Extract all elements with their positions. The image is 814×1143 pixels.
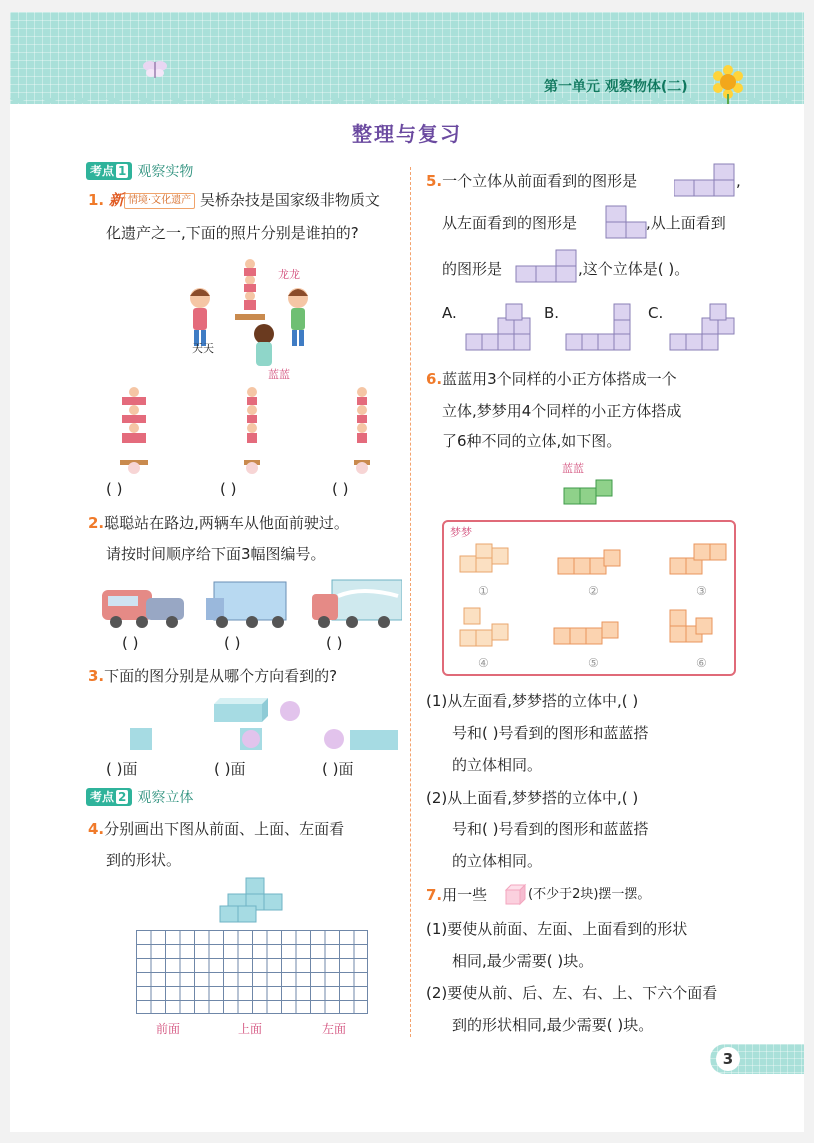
butterfly-icon <box>142 58 168 80</box>
q7-line1b: (不少于2块)摆一摆。 <box>528 887 651 902</box>
mengmeng-figure-3 <box>666 538 730 582</box>
drawing-grid[interactable] <box>136 930 368 1014</box>
q3-line1: 3.下面的图分别是从哪个方向看到的? <box>88 667 338 685</box>
q3-answer-blank-3[interactable]: ( )面 <box>322 760 354 778</box>
mengmeng-label: 梦梦 <box>450 526 472 539</box>
photo-2-side-view <box>230 384 274 474</box>
sunflower-icon <box>710 64 746 104</box>
circled-num-1: ① <box>478 584 489 598</box>
q3-answer-blank-2[interactable]: ( )面 <box>214 760 246 778</box>
kaodian-2-badge: 考点 2 观察立体 <box>86 788 193 806</box>
page-title: 整理与复习 <box>352 122 462 146</box>
grid-label-left: 左面 <box>322 1022 347 1036</box>
q5-line3b: ,这个立体是( )。 <box>578 260 690 278</box>
q5-option-b-solid <box>562 302 636 354</box>
q2-answer-blank-1[interactable]: ( ) <box>122 634 139 652</box>
q5-line2b: ,从上面看到 <box>646 214 726 232</box>
q2-answer-blank-3[interactable]: ( ) <box>326 634 343 652</box>
q5-top-view-shape <box>514 248 578 284</box>
circled-num-3: ③ <box>696 584 707 598</box>
q6-sub1-line3: 的立体相同。 <box>452 756 543 774</box>
q1-line2: 化遗产之一,下面的照片分别是谁拍的? <box>106 224 359 242</box>
new-tag: 新 <box>108 191 124 209</box>
circled-num-2: ② <box>588 584 599 598</box>
q6-line3: 了6种不同的立体,如下图。 <box>442 432 622 450</box>
q6-sub1-line1: (1)从左面看,梦梦搭的立体中,( ) <box>426 692 639 710</box>
name-lanlan: 蓝蓝 <box>268 368 290 381</box>
workbook-page <box>10 12 804 1132</box>
q7-line1: 7.用一些 <box>426 886 488 904</box>
photo-3-side-view <box>340 384 384 474</box>
q5-option-a-solid <box>462 302 536 354</box>
q5-option-c[interactable]: C. <box>648 304 664 322</box>
header-wave-decoration <box>10 98 804 108</box>
q1-answer-blank-3[interactable]: ( ) <box>332 480 349 498</box>
mengmeng-figure-4 <box>456 604 520 654</box>
q6-sub2-line1: (2)从上面看,梦梦搭的立体中,( ) <box>426 789 639 807</box>
kaodian-2-title: 观察立体 <box>137 790 194 806</box>
q5-line1: 5.一个立体从前面看到的图形是 <box>426 172 638 190</box>
cuboid-and-ball-illustration <box>210 696 310 724</box>
q6-line1: 6.蓝蓝用3个同样的小正方体搭成一个 <box>426 370 677 388</box>
cube-stack-illustration <box>216 874 296 926</box>
unit-title: 第一单元 观察物体(二) <box>544 79 688 95</box>
q7-sub1-line1: (1)要使从前面、左面、上面看到的形状 <box>426 920 688 938</box>
kaodian-1-title: 观察实物 <box>137 164 194 180</box>
q7-sub1-line2: 相同,最少需要( )块。 <box>452 952 594 970</box>
q5-option-b[interactable]: B. <box>544 304 560 322</box>
context-tag: 情境·文化遗产 <box>124 193 195 209</box>
q4-line1: 4.分别画出下图从前面、上面、左面看 <box>88 820 345 838</box>
q3-answer-blank-1[interactable]: ( )面 <box>106 760 138 778</box>
q7-sub2-line2: 到的形状相同,最少需要( )块。 <box>452 1016 654 1034</box>
view-shape-3-circle-rect <box>324 728 400 752</box>
q5-front-view-shape <box>674 162 736 198</box>
q4-line2: 到的形状。 <box>106 851 182 869</box>
q5-left-view-shape <box>604 204 648 240</box>
q6-line2: 立体,梦梦用4个同样的小正方体搭成 <box>442 402 682 420</box>
view-shape-1-square <box>130 728 154 752</box>
vehicle-photo-2 <box>206 582 286 628</box>
view-shape-2-square-circle <box>240 728 264 752</box>
lanlan-label: 蓝蓝 <box>562 462 584 475</box>
lanlan-green-cubes <box>560 474 620 510</box>
circled-num-5: ⑤ <box>588 656 599 670</box>
vehicle-photo-3 <box>312 580 402 628</box>
page-number: 3 <box>716 1047 740 1071</box>
q5-line2a: 从左面看到的图形是 <box>442 214 578 232</box>
grid-label-top: 上面 <box>238 1022 263 1036</box>
q6-sub1-line2: 号和( )号看到的图形和蓝蓝搭 <box>452 724 649 742</box>
mengmeng-figure-6 <box>666 606 726 654</box>
q5-option-c-solid <box>666 302 740 354</box>
q5-line3a: 的图形是 <box>442 260 503 278</box>
vehicle-photo-1 <box>102 590 184 628</box>
grid-label-front: 前面 <box>156 1022 181 1036</box>
photo-1-front-view <box>112 384 156 474</box>
column-divider <box>410 167 411 1037</box>
pink-cube-icon <box>502 882 528 908</box>
q6-sub2-line2: 号和( )号看到的图形和蓝蓝搭 <box>452 820 649 838</box>
circled-num-4: ④ <box>478 656 489 670</box>
mengmeng-figure-5 <box>550 614 628 650</box>
q7-sub2-line1: (2)要使从前、后、左、右、上、下六个面看 <box>426 984 718 1002</box>
q1-answer-blank-1[interactable]: ( ) <box>106 480 123 498</box>
name-longlong: 龙龙 <box>278 268 300 281</box>
page-number-tab <box>710 1044 804 1074</box>
q2-answer-blank-2[interactable]: ( ) <box>224 634 241 652</box>
name-tiantian: 天天 <box>192 342 214 355</box>
q1-answer-blank-2[interactable]: ( ) <box>220 480 237 498</box>
q5-option-a[interactable]: A. <box>442 304 457 322</box>
vehicles-illustration <box>102 578 402 630</box>
q1-line1: 1. 新 情境·文化遗产 吴桥杂技是国家级非物质文 <box>88 191 380 209</box>
q5-line1-comma: , <box>736 172 741 190</box>
circled-num-6: ⑥ <box>696 656 707 670</box>
mengmeng-figure-2 <box>554 542 628 582</box>
q2-line1: 2.聪聪站在路边,两辆车从他面前驶过。 <box>88 514 349 532</box>
mengmeng-figure-1 <box>456 540 516 580</box>
kaodian-1-badge: 考点 1 观察实物 <box>86 162 193 180</box>
q2-line2: 请按时间顺序给下面3幅图编号。 <box>106 545 326 563</box>
q6-sub2-line3: 的立体相同。 <box>452 852 543 870</box>
